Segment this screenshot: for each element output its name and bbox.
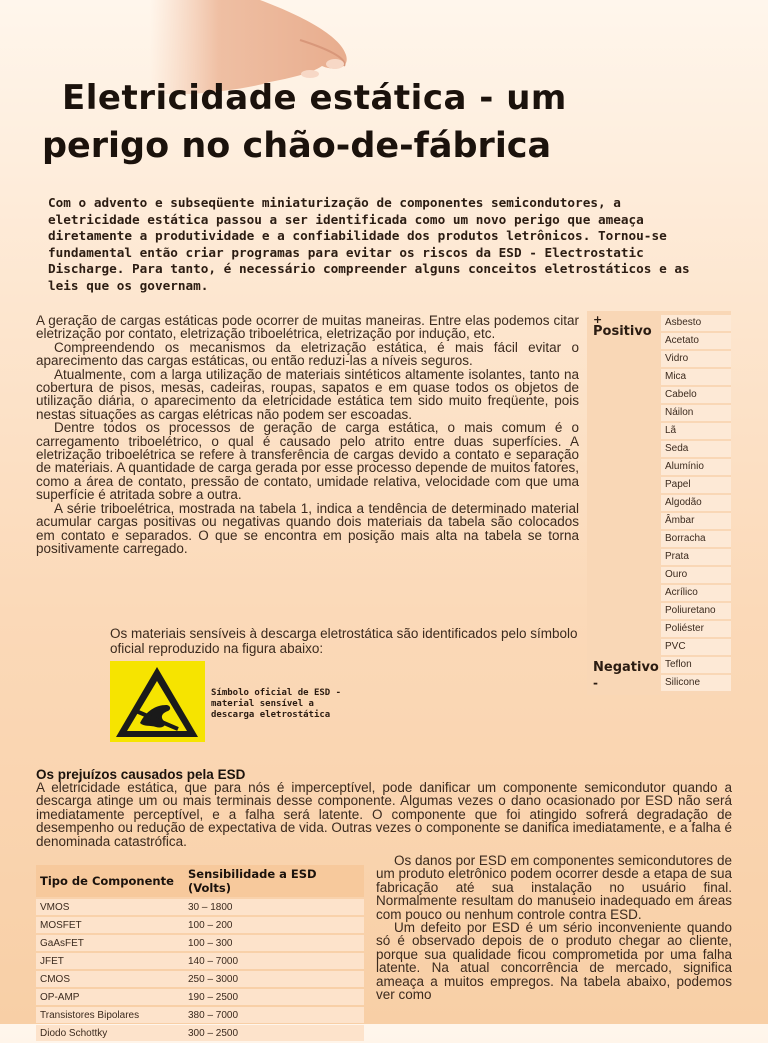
negative-label: Negativo: [593, 660, 659, 675]
voltage-cell: 300 – 2500: [184, 1025, 364, 1041]
material-item: Poliuretano: [661, 603, 731, 619]
material-item: Borracha: [661, 531, 731, 547]
triboelectric-table: [587, 311, 731, 695]
material-item: Mica: [661, 369, 731, 385]
paragraph: Dentre todos os processos de geração de carga estática, o mais comum é o carregamento triboelétrico, o qual é causado pelo atrito entre duas superfícies. A eletrização triboelétrica se refere à transferência de cargas devido a contato e separação de materiais. A quantidade de carga gerada por esse processo depende de muitos fatores, como a área de contato, pressão de contato, umidade relativa, velocidade com que uma superfície é atritada sobre a outra.: [36, 420, 579, 503]
sensitivity-table: [36, 863, 364, 1043]
paragraph: A eletricidade estática, que para nós é imperceptível, pode danificar um componente semicondutor quando a descarga atinge um ou mais terminais desse componente. Algumas vezes o dano ocasionado por ESD não será imediatamente perceptível, e a falha será latente. O componente que foi atingido sofrerá degradação de desempenho ou redução de expectativa de vida. Outras vezes o componente se danifica imediatamente, e a falha é denominada catastrófica.: [36, 780, 732, 849]
section-text: [36, 781, 732, 848]
material-item: Lã: [661, 423, 731, 439]
esd-symbol: [110, 661, 205, 742]
voltage-cell: 380 – 7000: [184, 1007, 364, 1023]
material-item: Algodão: [661, 495, 731, 511]
esd-symbol-caption: Símbolo oficial de ESD - material sensível a descarga eletrostática: [211, 688, 342, 720]
section-title: Os prejuízos causados pela ESD: [36, 767, 246, 782]
title-line-2: perigo no chão-de-fábrica: [42, 126, 552, 166]
table-row: [36, 935, 364, 951]
material-item: Âmbar: [661, 513, 731, 529]
column-header: Sensibilidade a ESD (Volts): [184, 865, 364, 897]
minus-sign: -: [593, 676, 598, 690]
component-cell: JFET: [36, 953, 184, 969]
paragraph: A série triboelétrica, mostrada na tabela 1, indica a tendência de determinado material acumular cargas positivas ou negativas quando dois materiais da tabela são colocados em contato e separados. O que se encontra em posição mais alta na tabela se torna positivamente carregado.: [36, 500, 579, 556]
paragraph: A geração de cargas estáticas pode ocorrer de muitas maneiras. Entre elas podemos citar eletrização por contato, eletrização triboelétrica, eletrização por indução, etc.: [36, 313, 579, 342]
material-item: Acrílico: [661, 585, 731, 601]
material-item: Acetato: [661, 333, 731, 349]
material-item: Náilon: [661, 405, 731, 421]
esd-warning-icon: [110, 661, 205, 742]
voltage-cell: 190 – 2500: [184, 989, 364, 1005]
component-cell: Diodo Schottky: [36, 1025, 184, 1041]
component-cell: OP-AMP: [36, 989, 184, 1005]
material-item: Ouro: [661, 567, 731, 583]
table-row: [36, 1007, 364, 1023]
main-column: [36, 314, 579, 555]
material-item: Vidro: [661, 351, 731, 367]
intro-paragraph: Com o advento e subseqüente miniaturização de componentes semicondutores, a eletricidade estática passou a ser identificada como um novo perigo que ameaça diretamente a produtividade e a confiabilidade dos produtos letrônicos. Tornou-se fundamental então criar programas para evitar os riscos da ESD - Electrostatic Discharge. Para tanto, é necessário compreender alguns conceitos eletrostáticos e as leis que os governam.: [48, 195, 690, 293]
voltage-cell: 30 – 1800: [184, 899, 364, 915]
paragraph: Compreendendo os mecanismos da eletrização estática, é mais fácil evitar o aparecimento das cargas estáticas, ou então reduzi-las a níveis seguros.: [36, 339, 579, 369]
paragraph: Atualmente, com a larga utilização de materiais sintéticos altamente isolantes, tanto na cobertura de pisos, mesas, cadeiras, roupas, sapatos e em quase todos os objetos de utilização diária, o aparecimento da eletricidade estática tem sido muito freqüente, pois nestas situações as cargas elétricas não podem ser escoadas.: [36, 366, 579, 422]
table-row: [36, 1025, 364, 1041]
voltage-cell: 250 – 3000: [184, 971, 364, 987]
component-cell: CMOS: [36, 971, 184, 987]
right-column: [376, 854, 732, 1001]
plus-sign: +: [593, 313, 603, 326]
table-header-row: [36, 865, 364, 897]
column-header: Tipo de Componente: [36, 865, 184, 897]
material-item: Poliéster: [661, 621, 731, 637]
positive-label: Positivo: [593, 324, 652, 339]
material-item: Silicone: [661, 675, 731, 691]
article-title: [42, 78, 742, 166]
material-item: Cabelo: [661, 387, 731, 403]
voltage-cell: 140 – 7000: [184, 953, 364, 969]
material-item: Teflon: [661, 657, 731, 673]
table-row: [36, 899, 364, 915]
component-cell: MOSFET: [36, 917, 184, 933]
table-row: [36, 971, 364, 987]
voltage-cell: 100 – 200: [184, 917, 364, 933]
table-row: [36, 917, 364, 933]
title-line-1: Eletricidade estática - um: [62, 78, 567, 118]
material-item: Papel: [661, 477, 731, 493]
component-cell: Transistores Bipolares: [36, 1007, 184, 1023]
voltage-cell: 100 – 300: [184, 935, 364, 951]
symbol-note: Os materiais sensíveis à descarga eletrostática são identificados pelo símbolo oficial reproduzido na figura abaixo:: [110, 626, 578, 656]
paragraph: Um defeito por ESD é um sério inconveniente quando só é observado depois de o produto chegar ao cliente, porque sua qualidade ficou comprometida por uma falha latente. Na atual concorrência de mercado, significa ameaça a muitos empregos. Na tabela abaixo, podemos ver como: [376, 920, 732, 1003]
component-cell: VMOS: [36, 899, 184, 915]
material-item: Alumínio: [661, 459, 731, 475]
material-item: Asbesto: [661, 315, 731, 331]
paragraph: Os danos por ESD em componentes semicondutores de um produto eletrônico podem ocorrer desde a etapa de sua fabricação até sua instalação no usuário final. Normalmente resultam do manuseio inadequado em áreas com pouco ou nenhum controle contra ESD.: [376, 853, 732, 922]
material-item: PVC: [661, 639, 731, 655]
table-row: [36, 953, 364, 969]
material-item: Prata: [661, 549, 731, 565]
table-row: [36, 989, 364, 1005]
material-item: Seda: [661, 441, 731, 457]
component-cell: GaAsFET: [36, 935, 184, 951]
material-list: [661, 315, 731, 693]
